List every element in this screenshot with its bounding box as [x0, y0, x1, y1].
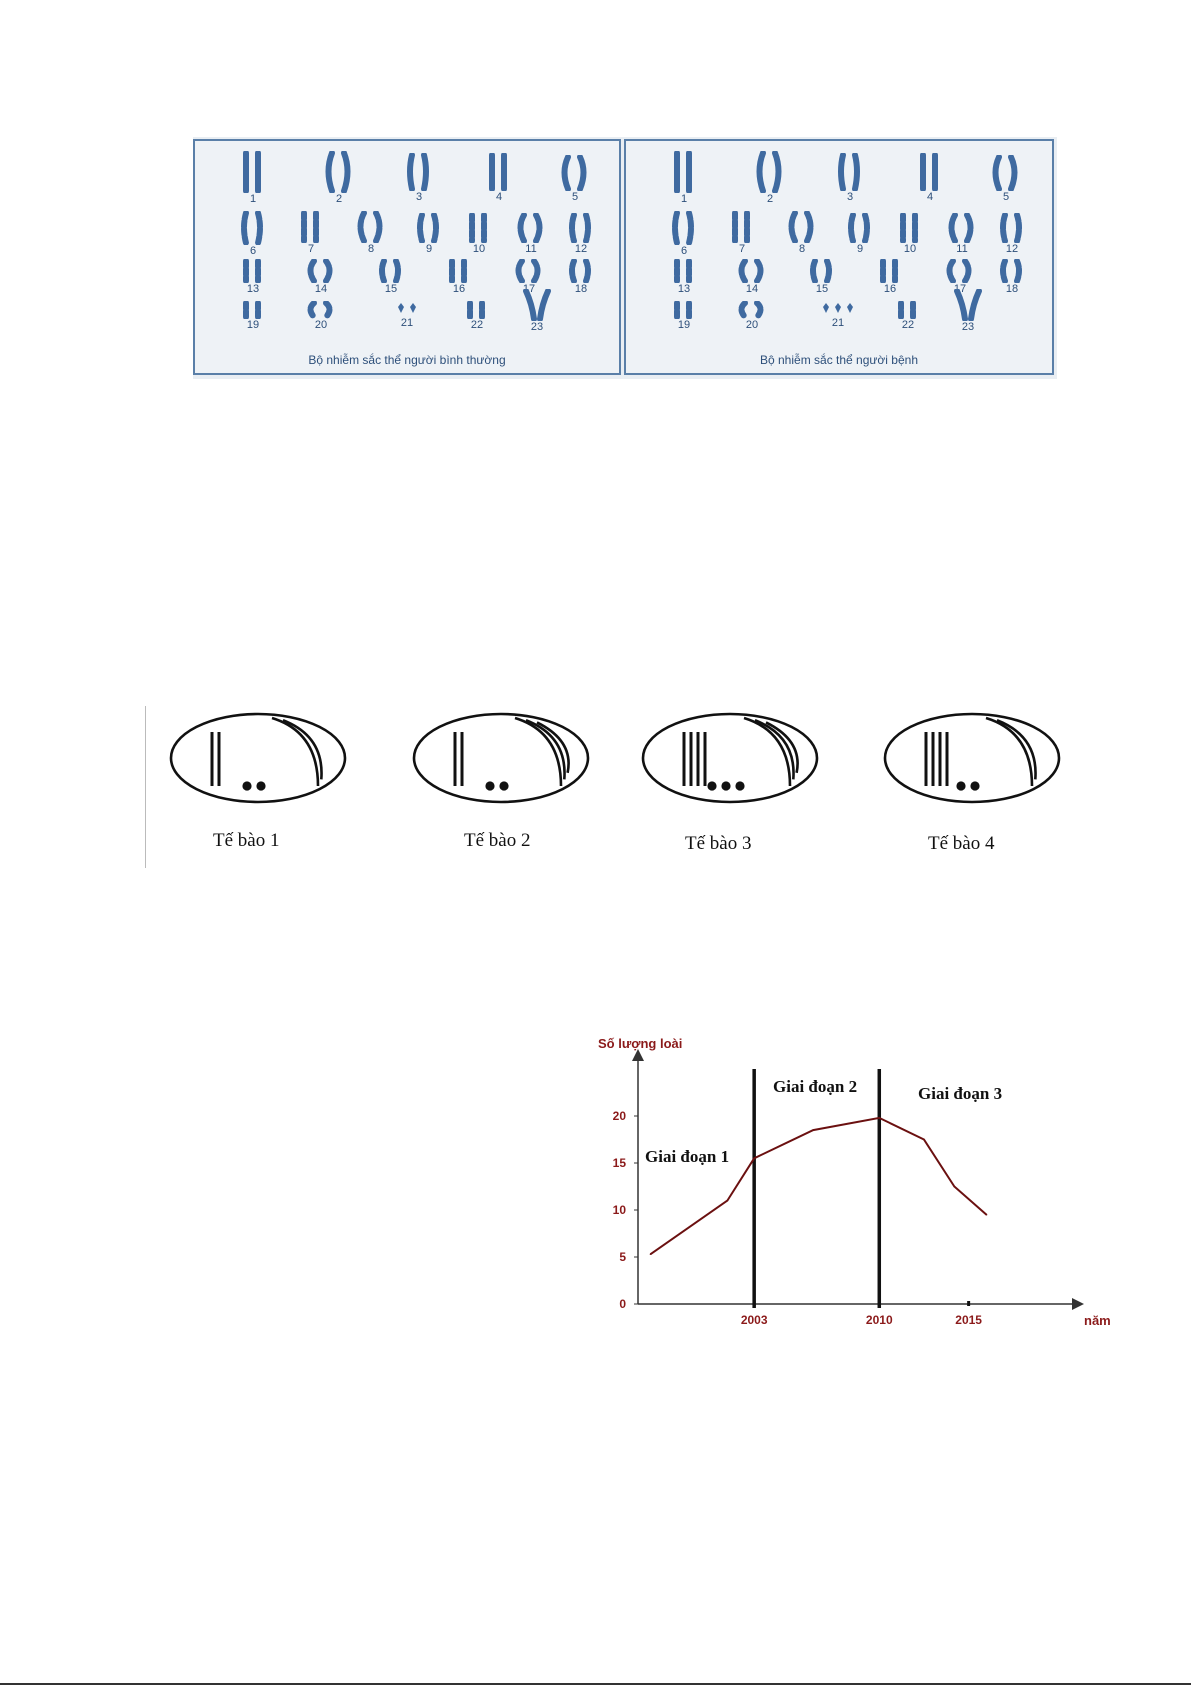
chromosome-pair	[654, 259, 714, 295]
chromosome-pair	[938, 289, 998, 333]
chromosome-pair	[291, 301, 351, 331]
chromosome-graphic	[745, 151, 795, 193]
chromosome-graphic	[314, 151, 364, 193]
chromosome-number: 22	[901, 319, 915, 331]
chromosome-number: 1	[249, 193, 257, 205]
chromosome-number: 19	[246, 319, 260, 331]
chromosome-graphic	[382, 303, 432, 317]
chromosome-pair	[722, 259, 782, 295]
chromosome-graphic	[987, 259, 1037, 283]
chromosome-number: 17	[522, 283, 536, 295]
chromosome-number: 8	[798, 243, 806, 255]
chromosome-graphic	[296, 301, 346, 319]
chromosome-number: 21	[831, 317, 845, 329]
chromosome-pair	[976, 155, 1036, 203]
x-tick-label: 2010	[865, 1313, 893, 1327]
chromosome-pair	[740, 151, 800, 205]
cells-figure	[145, 706, 1061, 868]
chromosome-number: 11	[525, 243, 537, 255]
cell-graphic	[882, 710, 1062, 806]
chromosome-number: 9	[425, 243, 433, 255]
chromosome-pair	[792, 259, 852, 295]
chromosome-number: 16	[883, 283, 897, 295]
data-point	[727, 1200, 729, 1202]
chromosome-graphic	[550, 155, 600, 191]
karyotype-figure	[193, 137, 1057, 379]
chromosome-number: 7	[307, 243, 315, 255]
chromosome-graphic	[296, 259, 346, 283]
data-point	[923, 1139, 925, 1141]
data-point	[986, 1214, 988, 1216]
chromosome-number: 13	[246, 283, 260, 295]
chromosome-pair	[507, 289, 567, 333]
chromosome-pair	[654, 151, 714, 205]
chromosome-pair	[722, 301, 782, 331]
chromosome-graphic	[346, 211, 396, 243]
karyotype-disease-caption: Bộ nhiễm sắc thể người bệnh	[760, 353, 918, 367]
chromosome-number: 15	[815, 283, 829, 295]
chromosome-graphic	[981, 155, 1031, 191]
chromosome-pair	[878, 301, 938, 331]
phase-label: Giai đoạn 3	[918, 1084, 1003, 1103]
chromosome-graphic	[865, 259, 915, 283]
cell-label: Tế bào 4	[928, 833, 995, 854]
karyotype-normal-panel	[193, 139, 621, 375]
chromosome-number: 6	[680, 245, 688, 257]
chromosome-graphic	[797, 259, 847, 283]
chromosome-pair	[820, 153, 880, 203]
chromosome-number: 12	[1005, 243, 1019, 255]
chromosome-pair	[309, 151, 369, 205]
chromosome-number: 13	[677, 283, 691, 295]
cell-diagram	[882, 710, 1062, 811]
y-tick-label: 20	[612, 1109, 626, 1123]
chromosome-graphic	[937, 213, 987, 243]
chromosome-graphic	[935, 259, 985, 283]
cell-label: Tế bào 3	[685, 833, 752, 854]
chromosome-graphic	[659, 301, 709, 319]
chromosome-graphic	[228, 259, 278, 283]
species-count-line	[651, 1118, 987, 1254]
chromosome-pair	[223, 259, 283, 295]
chromosome-number: 10	[472, 243, 486, 255]
y-axis-title: Số lượng loài	[598, 1036, 683, 1051]
phase-label: Giai đoạn 2	[773, 1077, 858, 1096]
chromosome-graphic	[286, 211, 336, 243]
chromosome-pair	[900, 153, 960, 203]
y-tick-label: 5	[619, 1250, 626, 1264]
chromosome-number: 15	[384, 283, 398, 295]
chromosome-pair	[982, 213, 1042, 255]
data-point	[753, 1158, 755, 1160]
cell-diagram	[411, 710, 591, 811]
chromosome-graphic	[659, 259, 709, 283]
chromosome-pair	[712, 211, 772, 255]
chromosome-pair	[377, 303, 437, 329]
karyotype-disease-panel	[624, 139, 1054, 375]
chromosome-pair	[545, 155, 605, 203]
cell-graphic	[168, 710, 348, 806]
chromosome-number: 23	[961, 321, 975, 333]
chromosome-graphic	[394, 153, 444, 191]
chromosome-pair	[223, 151, 283, 205]
chromosome-graphic	[504, 259, 554, 283]
chromosome-number: 16	[452, 283, 466, 295]
chart-svg	[590, 1035, 1110, 1335]
chromosome-number: 6	[249, 245, 257, 257]
chromosome-graphic	[777, 211, 827, 243]
chromosome-graphic	[883, 301, 933, 319]
x-tick-label: 2015	[955, 1313, 982, 1327]
chromosome-pair	[860, 259, 920, 295]
chromosome-number: 14	[314, 283, 328, 295]
chromosome-pair	[654, 211, 714, 257]
cell-diagram	[168, 710, 348, 811]
cell-diagram	[640, 710, 820, 811]
chromosome-number: 17	[953, 283, 967, 295]
chromosome-number: 18	[1005, 283, 1019, 295]
chromosome-pair	[429, 259, 489, 295]
chromosome-graphic	[659, 151, 709, 193]
chromosome-pair	[291, 259, 351, 295]
data-point	[650, 1253, 652, 1255]
chromosome-number: 21	[400, 317, 414, 329]
chromosome-number: 1	[680, 193, 688, 205]
chromosome-graphic	[659, 211, 709, 245]
chromosome-graphic	[404, 213, 454, 243]
chromosome-graphic	[452, 301, 502, 319]
chromosome-number: 20	[745, 319, 759, 331]
cell-graphic	[411, 710, 591, 806]
chromosome-graphic	[835, 213, 885, 243]
species-chart	[590, 1035, 1110, 1335]
chromosome-graphic	[885, 213, 935, 243]
phase-label: Giai đoạn 1	[645, 1147, 730, 1166]
chromosome-number: 14	[745, 283, 759, 295]
chromosome-graphic	[556, 213, 606, 243]
chromosome-graphic	[813, 303, 863, 317]
chromosome-pair	[447, 301, 507, 331]
chromosome-graphic	[228, 301, 278, 319]
chromosome-graphic	[434, 259, 484, 283]
chromosome-number: 18	[574, 283, 588, 295]
chromosome-number: 19	[677, 319, 691, 331]
chromosome-graphic	[943, 289, 993, 321]
chromosome-pair	[223, 211, 283, 257]
data-point	[812, 1129, 814, 1131]
chromosome-number: 4	[495, 191, 503, 203]
chromosome-graphic	[727, 259, 777, 283]
chromosome-graphic	[825, 153, 875, 191]
chromosome-graphic	[717, 211, 767, 243]
chromosome-number: 2	[335, 193, 343, 205]
x-tick-label: 2003	[740, 1313, 768, 1327]
chromosome-number: 8	[367, 243, 375, 255]
chromosome-number: 7	[738, 243, 746, 255]
y-tick-label: 15	[612, 1156, 626, 1170]
chromosome-number: 9	[856, 243, 864, 255]
chromosome-graphic	[228, 211, 278, 245]
chromosome-pair	[223, 301, 283, 331]
chromosome-graphic	[506, 213, 556, 243]
chromosome-number: 10	[903, 243, 917, 255]
chromosome-graphic	[454, 213, 504, 243]
chromosome-number: 2	[766, 193, 774, 205]
chromosome-pair	[341, 211, 401, 255]
chromosome-pair	[449, 213, 509, 255]
chromosome-pair	[808, 303, 868, 329]
chromosome-number: 11	[956, 243, 968, 255]
chromosome-pair	[469, 153, 529, 203]
chromosome-graphic	[228, 151, 278, 193]
chromosome-graphic	[727, 301, 777, 319]
chromosome-pair	[361, 259, 421, 295]
chromosome-graphic	[474, 153, 524, 191]
chromosome-number: 20	[314, 319, 328, 331]
chromosome-pair	[281, 211, 341, 255]
y-tick-label: 10	[612, 1203, 626, 1217]
chromosome-pair	[880, 213, 940, 255]
cell-label: Tế bào 2	[464, 830, 531, 851]
chromosome-pair	[772, 211, 832, 255]
chromosome-graphic	[366, 259, 416, 283]
chromosome-number: 12	[574, 243, 588, 255]
chromosome-pair	[551, 213, 611, 255]
chromosome-number: 22	[470, 319, 484, 331]
chromosome-pair	[654, 301, 714, 331]
karyotype-normal-caption: Bộ nhiễm sắc thể người bình thường	[308, 353, 506, 367]
chromosome-number: 3	[415, 191, 423, 203]
chromosome-number: 5	[571, 191, 579, 203]
chromosome-number: 5	[1002, 191, 1010, 203]
data-point	[878, 1117, 880, 1119]
cell-label: Tế bào 1	[213, 830, 280, 851]
chromosome-graphic	[987, 213, 1037, 243]
data-point	[954, 1186, 956, 1188]
x-axis-title: năm	[1084, 1313, 1110, 1328]
chromosome-graphic	[512, 289, 562, 321]
cell-graphic	[640, 710, 820, 806]
chromosome-pair	[389, 153, 449, 203]
chromosome-graphic	[556, 259, 606, 283]
chromosome-number: 3	[846, 191, 854, 203]
chromosome-graphic	[905, 153, 955, 191]
chromosome-number: 23	[530, 321, 544, 333]
chromosome-number: 4	[926, 191, 934, 203]
y-tick-label: 0	[619, 1297, 626, 1311]
